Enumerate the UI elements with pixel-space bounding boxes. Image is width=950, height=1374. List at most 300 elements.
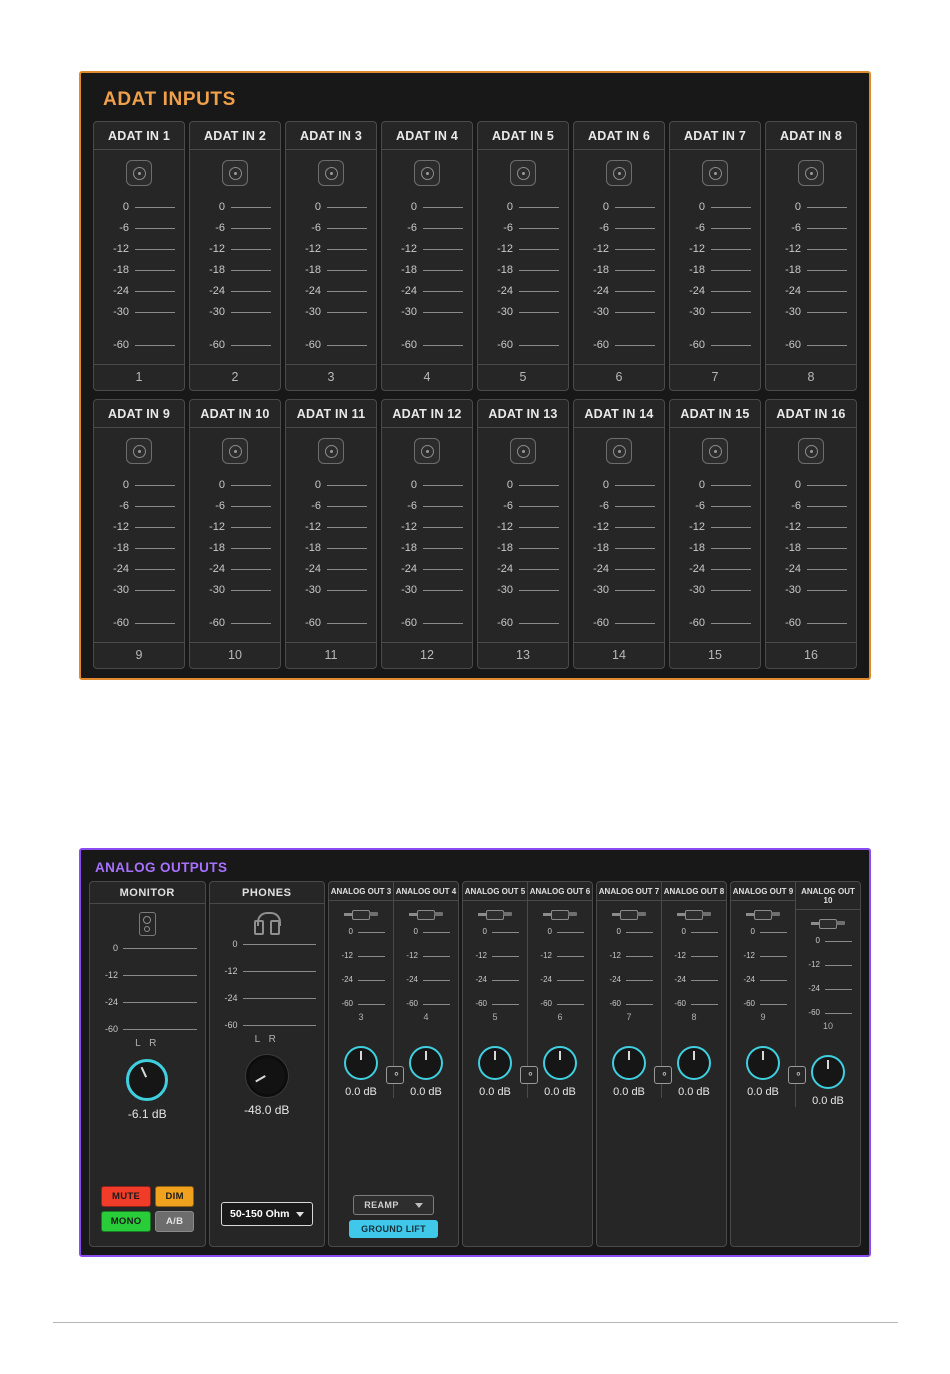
- level-meter-scale: [766, 198, 856, 364]
- analog-out-gain-knob[interactable]: [811, 1055, 845, 1089]
- scale-tick: [615, 207, 655, 208]
- dim-button[interactable]: DIM: [155, 1186, 193, 1207]
- analog-out-strip[interactable]: [731, 882, 795, 1107]
- analog-outputs-panel: [79, 848, 871, 1257]
- level-meter-scale: [382, 476, 472, 642]
- scale-tick: [615, 291, 655, 292]
- scale-tick: [231, 548, 271, 549]
- trs-jack-icon: [344, 908, 378, 920]
- scale-tick: [358, 980, 385, 981]
- monitor-button-grid: [101, 1186, 194, 1232]
- scale-label: 0: [616, 927, 621, 936]
- analog-out-label: ANALOG OUT 10: [796, 882, 860, 910]
- scale-label: -12: [341, 951, 353, 960]
- adat-channel-label: ADAT IN 14: [574, 400, 664, 428]
- optical-input-icon: [126, 160, 152, 186]
- adat-channel-number: 14: [574, 642, 664, 668]
- scale-tick: [615, 548, 655, 549]
- analog-out-pair-3-4: [328, 881, 459, 1247]
- level-meter-scale: [190, 198, 280, 364]
- level-meter-scale: [286, 476, 376, 642]
- analog-out-strip[interactable]: [463, 882, 527, 1098]
- phones-gain-control[interactable]: [244, 1055, 289, 1117]
- scale-label: -30: [209, 584, 225, 596]
- meter-scale: [528, 928, 592, 1010]
- scale-label: -60: [406, 999, 418, 1008]
- level-meter-scale: [382, 198, 472, 364]
- stereo-link-icon[interactable]: ⚬: [386, 1066, 404, 1084]
- scale-tick: [243, 1025, 317, 1026]
- scale-label: -24: [593, 285, 609, 297]
- scale-label: -12: [785, 243, 801, 255]
- scale-label: -12: [674, 951, 686, 960]
- scale-label: -24: [785, 563, 801, 575]
- scale-label: -60: [209, 617, 225, 629]
- scale-tick: [423, 956, 450, 957]
- analog-out-strip[interactable]: [597, 882, 661, 1098]
- scale-label: 0: [122, 479, 129, 491]
- scale-label: -18: [113, 542, 129, 554]
- scale-tick: [231, 345, 271, 346]
- analog-out-gain-control[interactable]: [344, 1046, 378, 1098]
- scale-label: -12: [113, 243, 129, 255]
- level-meter-scale: [286, 198, 376, 364]
- adat-channel-label: ADAT IN 15: [670, 400, 760, 428]
- analog-out-gain-value: 0.0 dB: [345, 1086, 377, 1098]
- scale-tick: [231, 228, 271, 229]
- scale-tick: [557, 980, 584, 981]
- ground-lift-button[interactable]: GROUND LIFT: [349, 1220, 438, 1238]
- scale-tick: [519, 590, 559, 591]
- scale-label: -6: [215, 500, 225, 512]
- scale-tick: [231, 291, 271, 292]
- optical-input-icon: [318, 160, 344, 186]
- adat-channel-strip[interactable]: [189, 121, 281, 391]
- adat-channel-strip[interactable]: [93, 399, 185, 669]
- scale-label: -18: [305, 264, 321, 276]
- scale-tick: [243, 971, 317, 972]
- scale-label: -60: [785, 339, 801, 351]
- adat-channel-strip[interactable]: [285, 399, 377, 669]
- scale-label: -18: [689, 542, 705, 554]
- scale-label: 0: [348, 927, 353, 936]
- optical-input-icon: [798, 160, 824, 186]
- analog-out-gain-control[interactable]: [811, 1055, 845, 1107]
- scale-label: -24: [540, 975, 552, 984]
- scale-label: -24: [785, 285, 801, 297]
- scale-tick: [423, 506, 463, 507]
- phones-strip[interactable]: [209, 881, 326, 1247]
- scale-tick: [423, 623, 463, 624]
- scale-label: -24: [406, 975, 418, 984]
- scale-label: -18: [497, 264, 513, 276]
- adat-channel-strip[interactable]: [477, 399, 569, 669]
- scale-label: -30: [305, 306, 321, 318]
- scale-tick: [327, 485, 367, 486]
- analog-out-gain-value: 0.0 dB: [747, 1086, 779, 1098]
- scale-tick: [557, 956, 584, 957]
- adat-channel-strip[interactable]: [93, 121, 185, 391]
- adat-channel-strip[interactable]: [573, 399, 665, 669]
- scale-tick: [327, 623, 367, 624]
- scale-tick: [711, 506, 751, 507]
- reamp-section: [329, 1195, 458, 1238]
- adat-channel-number: 16: [766, 642, 856, 668]
- scale-label: -60: [593, 617, 609, 629]
- adat-inputs-title: ADAT INPUTS: [103, 89, 236, 110]
- analog-out-gain-control[interactable]: [543, 1046, 577, 1098]
- scale-tick: [135, 506, 175, 507]
- analog-out-strip[interactable]: [329, 882, 393, 1098]
- scale-label: -30: [497, 306, 513, 318]
- scale-tick: [711, 569, 751, 570]
- analog-out-gain-control[interactable]: [746, 1046, 780, 1098]
- scale-label: 0: [698, 479, 705, 491]
- scale-tick: [519, 249, 559, 250]
- scale-tick: [423, 548, 463, 549]
- scale-label: -12: [209, 243, 225, 255]
- trs-jack-icon: [478, 908, 512, 920]
- analog-out-gain-knob[interactable]: [543, 1046, 577, 1080]
- scale-tick: [423, 312, 463, 313]
- scale-label: -24: [209, 563, 225, 575]
- adat-channel-number: 5: [478, 364, 568, 390]
- adat-channel-strip[interactable]: [285, 121, 377, 391]
- scale-label: -6: [599, 500, 609, 512]
- analog-out-gain-value: 0.0 dB: [812, 1095, 844, 1107]
- scale-tick: [135, 207, 175, 208]
- scale-label: -30: [305, 584, 321, 596]
- scale-tick: [423, 345, 463, 346]
- scale-tick: [807, 485, 847, 486]
- ab-button[interactable]: A/B: [155, 1211, 193, 1232]
- phones-meter-scale: [210, 940, 325, 1032]
- optical-input-icon: [318, 438, 344, 464]
- analog-out-strip[interactable]: [528, 882, 592, 1098]
- analog-out-strip[interactable]: [394, 882, 458, 1098]
- scale-label: 0: [506, 201, 513, 213]
- scale-tick: [231, 506, 271, 507]
- scale-label: -12: [209, 521, 225, 533]
- meter-scale: [597, 928, 661, 1010]
- scale-tick: [711, 228, 751, 229]
- scale-label: -24: [689, 285, 705, 297]
- scale-label: -12: [497, 521, 513, 533]
- scale-tick: [123, 1029, 197, 1030]
- scale-tick: [807, 506, 847, 507]
- scale-tick: [807, 207, 847, 208]
- scale-tick: [615, 590, 655, 591]
- scale-tick: [711, 291, 751, 292]
- scale-label: -6: [503, 222, 513, 234]
- scale-label: -12: [609, 951, 621, 960]
- analog-outputs-title: ANALOG OUTPUTS: [95, 860, 228, 875]
- level-meter-scale: [670, 198, 760, 364]
- level-meter-scale: [574, 476, 664, 642]
- level-meter-scale: [94, 476, 184, 642]
- scale-tick: [760, 1004, 787, 1005]
- scale-tick: [327, 527, 367, 528]
- scale-label: -12: [305, 521, 321, 533]
- scale-tick: [519, 623, 559, 624]
- scale-tick: [615, 506, 655, 507]
- adat-channel-label: ADAT IN 8: [766, 122, 856, 150]
- adat-channel-label: ADAT IN 4: [382, 122, 472, 150]
- adat-channel-strip[interactable]: [765, 121, 857, 391]
- analog-out-label: ANALOG OUT 5: [463, 882, 527, 901]
- scale-label: -30: [113, 306, 129, 318]
- scale-tick: [231, 527, 271, 528]
- monitor-gain-control[interactable]: [126, 1059, 168, 1121]
- scale-label: -30: [209, 306, 225, 318]
- scale-tick: [327, 249, 367, 250]
- scale-label: 0: [794, 479, 801, 491]
- monitor-strip[interactable]: [89, 881, 206, 1247]
- adat-channel-label: ADAT IN 9: [94, 400, 184, 428]
- mono-button[interactable]: MONO: [101, 1211, 152, 1232]
- scale-label: -24: [224, 993, 238, 1003]
- scale-label: -6: [311, 500, 321, 512]
- adat-channel-strip[interactable]: [477, 121, 569, 391]
- adat-channel-number: 1: [94, 364, 184, 390]
- analog-out-number: 10: [822, 1021, 833, 1031]
- level-meter-scale: [478, 476, 568, 642]
- analog-out-gain-knob[interactable]: [409, 1046, 443, 1080]
- scale-label: 0: [410, 479, 417, 491]
- scale-label: -30: [401, 306, 417, 318]
- scale-label: 0: [602, 479, 609, 491]
- adat-channel-strip[interactable]: [189, 399, 281, 669]
- scale-tick: [807, 548, 847, 549]
- trs-jack-icon: [543, 908, 577, 920]
- analog-out-gain-knob[interactable]: [677, 1046, 711, 1080]
- analog-out-gain-value: 0.0 dB: [410, 1086, 442, 1098]
- scale-tick: [711, 270, 751, 271]
- monitor-gain-knob[interactable]: [126, 1059, 168, 1101]
- scale-tick: [807, 569, 847, 570]
- page-footer-rule: [53, 1322, 898, 1323]
- analog-out-gain-control[interactable]: [478, 1046, 512, 1098]
- scale-tick: [327, 270, 367, 271]
- scale-label: 0: [698, 201, 705, 213]
- optical-input-icon: [702, 438, 728, 464]
- optical-input-icon: [798, 438, 824, 464]
- scale-label: -30: [593, 584, 609, 596]
- adat-channel-strip[interactable]: [765, 399, 857, 669]
- headphones-icon: [254, 912, 280, 932]
- scale-label: -60: [743, 999, 755, 1008]
- level-meter-scale: [190, 476, 280, 642]
- scale-tick: [711, 312, 751, 313]
- scale-tick: [626, 932, 653, 933]
- analog-out-strip[interactable]: [662, 882, 726, 1098]
- adat-channel-strip[interactable]: [381, 399, 473, 669]
- analog-out-gain-value: 0.0 dB: [678, 1086, 710, 1098]
- scale-tick: [123, 948, 197, 949]
- monitor-label: MONITOR: [90, 882, 205, 904]
- scale-label: -18: [305, 542, 321, 554]
- scale-label: -6: [407, 222, 417, 234]
- scale-label: -12: [593, 243, 609, 255]
- adat-channel-number: 9: [94, 642, 184, 668]
- phones-label: PHONES: [210, 882, 325, 904]
- scale-tick: [423, 980, 450, 981]
- scale-tick: [327, 312, 367, 313]
- analog-out-number: 8: [691, 1012, 697, 1022]
- scale-label: -6: [311, 222, 321, 234]
- scale-label: -12: [113, 521, 129, 533]
- adat-channel-label: ADAT IN 12: [382, 400, 472, 428]
- scale-label: -60: [593, 339, 609, 351]
- scale-tick: [691, 932, 718, 933]
- analog-strip-grid: [89, 881, 861, 1247]
- level-meter-scale: [766, 476, 856, 642]
- scale-tick: [691, 1004, 718, 1005]
- scale-tick: [519, 485, 559, 486]
- scale-tick: [231, 270, 271, 271]
- scale-tick: [807, 527, 847, 528]
- scale-tick: [135, 345, 175, 346]
- mute-button[interactable]: MUTE: [101, 1186, 152, 1207]
- reamp-select[interactable]: [353, 1195, 434, 1215]
- scale-tick: [492, 932, 519, 933]
- meter-scale: [329, 928, 393, 1010]
- scale-label: -60: [785, 617, 801, 629]
- scale-label: 0: [218, 201, 225, 213]
- adat-channel-label: ADAT IN 5: [478, 122, 568, 150]
- adat-channel-number: 12: [382, 642, 472, 668]
- phones-impedance-select[interactable]: [221, 1202, 313, 1226]
- scale-tick: [231, 569, 271, 570]
- scale-tick: [691, 956, 718, 957]
- scale-label: -30: [401, 584, 417, 596]
- scale-tick: [423, 527, 463, 528]
- level-meter-scale: [478, 198, 568, 364]
- analog-out-label: ANALOG OUT 4: [394, 882, 458, 901]
- scale-label: -24: [497, 285, 513, 297]
- scale-label: -24: [401, 563, 417, 575]
- adat-channel-strip[interactable]: [573, 121, 665, 391]
- trs-jack-icon: [811, 917, 845, 929]
- scale-label: -60: [401, 339, 417, 351]
- analog-out-gain-control[interactable]: [409, 1046, 443, 1098]
- analog-out-gain-knob[interactable]: [612, 1046, 646, 1080]
- scale-label: -12: [689, 243, 705, 255]
- scale-tick: [327, 506, 367, 507]
- analog-out-gain-knob[interactable]: [344, 1046, 378, 1080]
- scale-label: -24: [341, 975, 353, 984]
- scale-tick: [423, 270, 463, 271]
- analog-out-label: ANALOG OUT 8: [662, 882, 726, 901]
- optical-input-icon: [606, 160, 632, 186]
- analog-out-number: 9: [760, 1012, 766, 1022]
- adat-channel-strip[interactable]: [381, 121, 473, 391]
- scale-label: -18: [497, 542, 513, 554]
- scale-tick: [327, 291, 367, 292]
- scale-tick: [557, 1004, 584, 1005]
- analog-out-gain-knob[interactable]: [746, 1046, 780, 1080]
- scale-label: -60: [401, 617, 417, 629]
- scale-label: -60: [497, 617, 513, 629]
- analog-out-pair-7-8: [596, 881, 727, 1247]
- scale-label: -30: [689, 584, 705, 596]
- scale-label: -30: [785, 584, 801, 596]
- adat-channel-strip[interactable]: [669, 121, 761, 391]
- scale-label: -6: [215, 222, 225, 234]
- reamp-value: REAMP: [364, 1200, 399, 1210]
- stereo-link-icon[interactable]: ⚬: [654, 1066, 672, 1084]
- scale-tick: [231, 590, 271, 591]
- scale-label: -60: [305, 617, 321, 629]
- scale-tick: [135, 590, 175, 591]
- scale-label: -6: [407, 500, 417, 512]
- scale-tick: [711, 485, 751, 486]
- adat-row-1: [93, 121, 861, 391]
- scale-label: 0: [314, 479, 321, 491]
- scale-tick: [243, 944, 317, 945]
- scale-tick: [423, 932, 450, 933]
- scale-tick: [327, 590, 367, 591]
- scale-tick: [615, 623, 655, 624]
- scale-label: -12: [743, 951, 755, 960]
- scale-label: -60: [497, 339, 513, 351]
- scale-tick: [492, 1004, 519, 1005]
- analog-out-number: 3: [358, 1012, 364, 1022]
- adat-channel-grid: [93, 121, 861, 669]
- optical-input-icon: [510, 438, 536, 464]
- analog-out-gain-knob[interactable]: [478, 1046, 512, 1080]
- scale-label: 0: [681, 927, 686, 936]
- scale-label: -18: [209, 264, 225, 276]
- adat-channel-strip[interactable]: [669, 399, 761, 669]
- meter-scale: [463, 928, 527, 1010]
- analog-out-gain-control[interactable]: [677, 1046, 711, 1098]
- scale-label: -60: [113, 617, 129, 629]
- scale-tick: [423, 1004, 450, 1005]
- scale-tick: [615, 270, 655, 271]
- stereo-link-icon[interactable]: ⚬: [520, 1066, 538, 1084]
- scale-label: 0: [122, 201, 129, 213]
- trs-jack-icon: [677, 908, 711, 920]
- scale-tick: [807, 270, 847, 271]
- scale-tick: [327, 548, 367, 549]
- adat-channel-label: ADAT IN 3: [286, 122, 376, 150]
- analog-out-gain-control[interactable]: [612, 1046, 646, 1098]
- scale-tick: [825, 965, 852, 966]
- scale-tick: [711, 527, 751, 528]
- scale-label: -6: [119, 222, 129, 234]
- scale-label: 0: [413, 927, 418, 936]
- scale-label: -18: [593, 264, 609, 276]
- scale-tick: [807, 291, 847, 292]
- scale-label: -24: [674, 975, 686, 984]
- scale-tick: [807, 312, 847, 313]
- scale-label: -60: [609, 999, 621, 1008]
- monitor-lr-label: L R: [135, 1038, 160, 1049]
- adat-channel-number: 4: [382, 364, 472, 390]
- adat-channel-label: ADAT IN 2: [190, 122, 280, 150]
- stereo-link-icon[interactable]: ⚬: [788, 1066, 806, 1084]
- scale-label: 0: [314, 201, 321, 213]
- scale-tick: [519, 548, 559, 549]
- meter-scale: [662, 928, 726, 1010]
- phones-gain-knob[interactable]: [246, 1055, 288, 1097]
- analog-out-number: 5: [492, 1012, 498, 1022]
- scale-tick: [423, 569, 463, 570]
- scale-tick: [327, 207, 367, 208]
- scale-tick: [231, 623, 271, 624]
- scale-tick: [711, 623, 751, 624]
